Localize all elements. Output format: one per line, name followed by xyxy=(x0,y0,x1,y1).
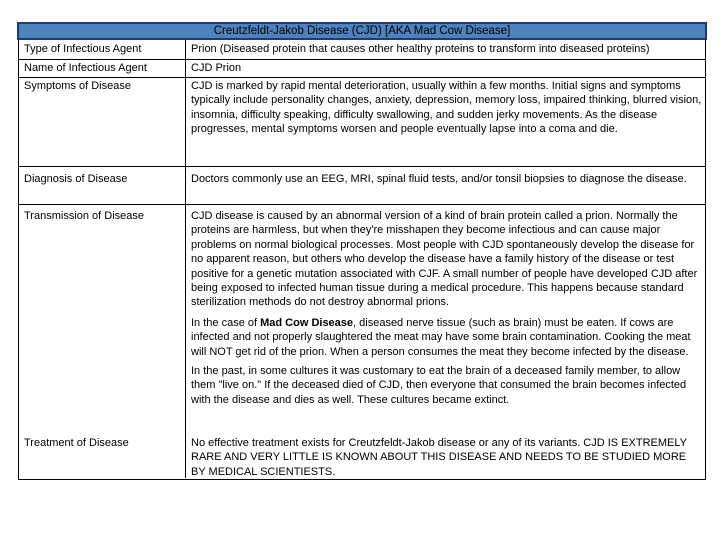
row-value-agent-name: CJD Prion xyxy=(191,62,242,74)
transmission-paragraph-3: In the past, in some cultures it was customary to eat the brain of a deceased family member, to allow them "live on." If the deceased died of CJD, then everyone that consumed the brain becomes infected with the disease and dies as well. These cultures became extinct. xyxy=(191,365,687,406)
row-label-symptoms: Symptoms of Disease xyxy=(24,80,131,92)
row-value-agent-type: Prion (Diseased protein that causes other healthy proteins to transform into diseased proteins) xyxy=(191,43,650,55)
row-divider xyxy=(19,77,705,78)
row-value-diagnosis: Doctors commonly use an EEG, MRI, spinal fluid tests, and/or tonsil biopsies to diagnose the disease. xyxy=(191,173,687,185)
row-label-agent-type: Type of Infectious Agent xyxy=(24,43,142,55)
row-divider xyxy=(19,59,705,60)
row-divider xyxy=(19,204,705,205)
row-label-diagnosis: Diagnosis of Disease xyxy=(24,173,128,185)
transmission-p2-suffix: , diseased nerve tissue (such as brain) must be eaten. If cows are infected and not properly slaughtered the meat may have some brain contamination. Cooking the meat will NOT get rid of the prion. When a person consumes the meat they become infected by the disease. xyxy=(191,316,691,358)
column-divider xyxy=(185,40,186,478)
transmission-paragraph-2 xyxy=(191,316,703,359)
row-label-agent-name: Name of Infectious Agent xyxy=(24,62,147,74)
transmission-paragraph-1: CJD disease is caused by an abnormal version of a kind of brain protein called a prion. Normally the proteins are harmless, but when they're misshapen they become infectious and can cause major problems on normal biological processes. Most people with CJD spontaneously develop the disease for no apparent reason, but others who develop the disease have a family history of the disease or test positive for a genetic mutation associated with CJF. A small number of people have developed CJD after being exposed to infected human tissue during a medical procedure. This happens because standard sterilization methods do not destroy abnormal prions. xyxy=(191,210,698,309)
row-value-transmission xyxy=(191,209,703,407)
row-divider xyxy=(19,166,705,167)
row-value-treatment: No effective treatment exists for Creutzfeldt-Jakob disease or any of its variants. CJD IS EXTREMELY RARE AND VERY LITTLE IS KNOWN ABOUT THIS DISEASE AND NEEDS TO BE STUDIED MORE BY MEDICAL SCIENTIESTS. xyxy=(191,437,687,478)
transmission-p2-prefix: In the case of xyxy=(191,316,261,329)
disease-table xyxy=(18,22,706,480)
mad-cow-disease-term: Mad Cow Disease xyxy=(260,316,354,329)
table-title: Creutzfeldt-Jakob Disease (CJD) [AKA Mad Cow Disease] xyxy=(17,22,707,40)
row-label-transmission: Transmission of Disease xyxy=(24,210,145,222)
row-value-symptoms: CJD is marked by rapid mental deterioration, usually within a few months. Initial signs and symptoms typically include personality changes, anxiety, depression, memory loss, impaired thinking, blurred vision, insomnia, difficulty speaking, difficulty swallowing, and sudden jerky movements. As the disease progresses, mental symptoms worsen and people eventually lapse into a coma and die. xyxy=(191,80,702,136)
row-label-treatment: Treatment of Disease xyxy=(24,437,129,449)
